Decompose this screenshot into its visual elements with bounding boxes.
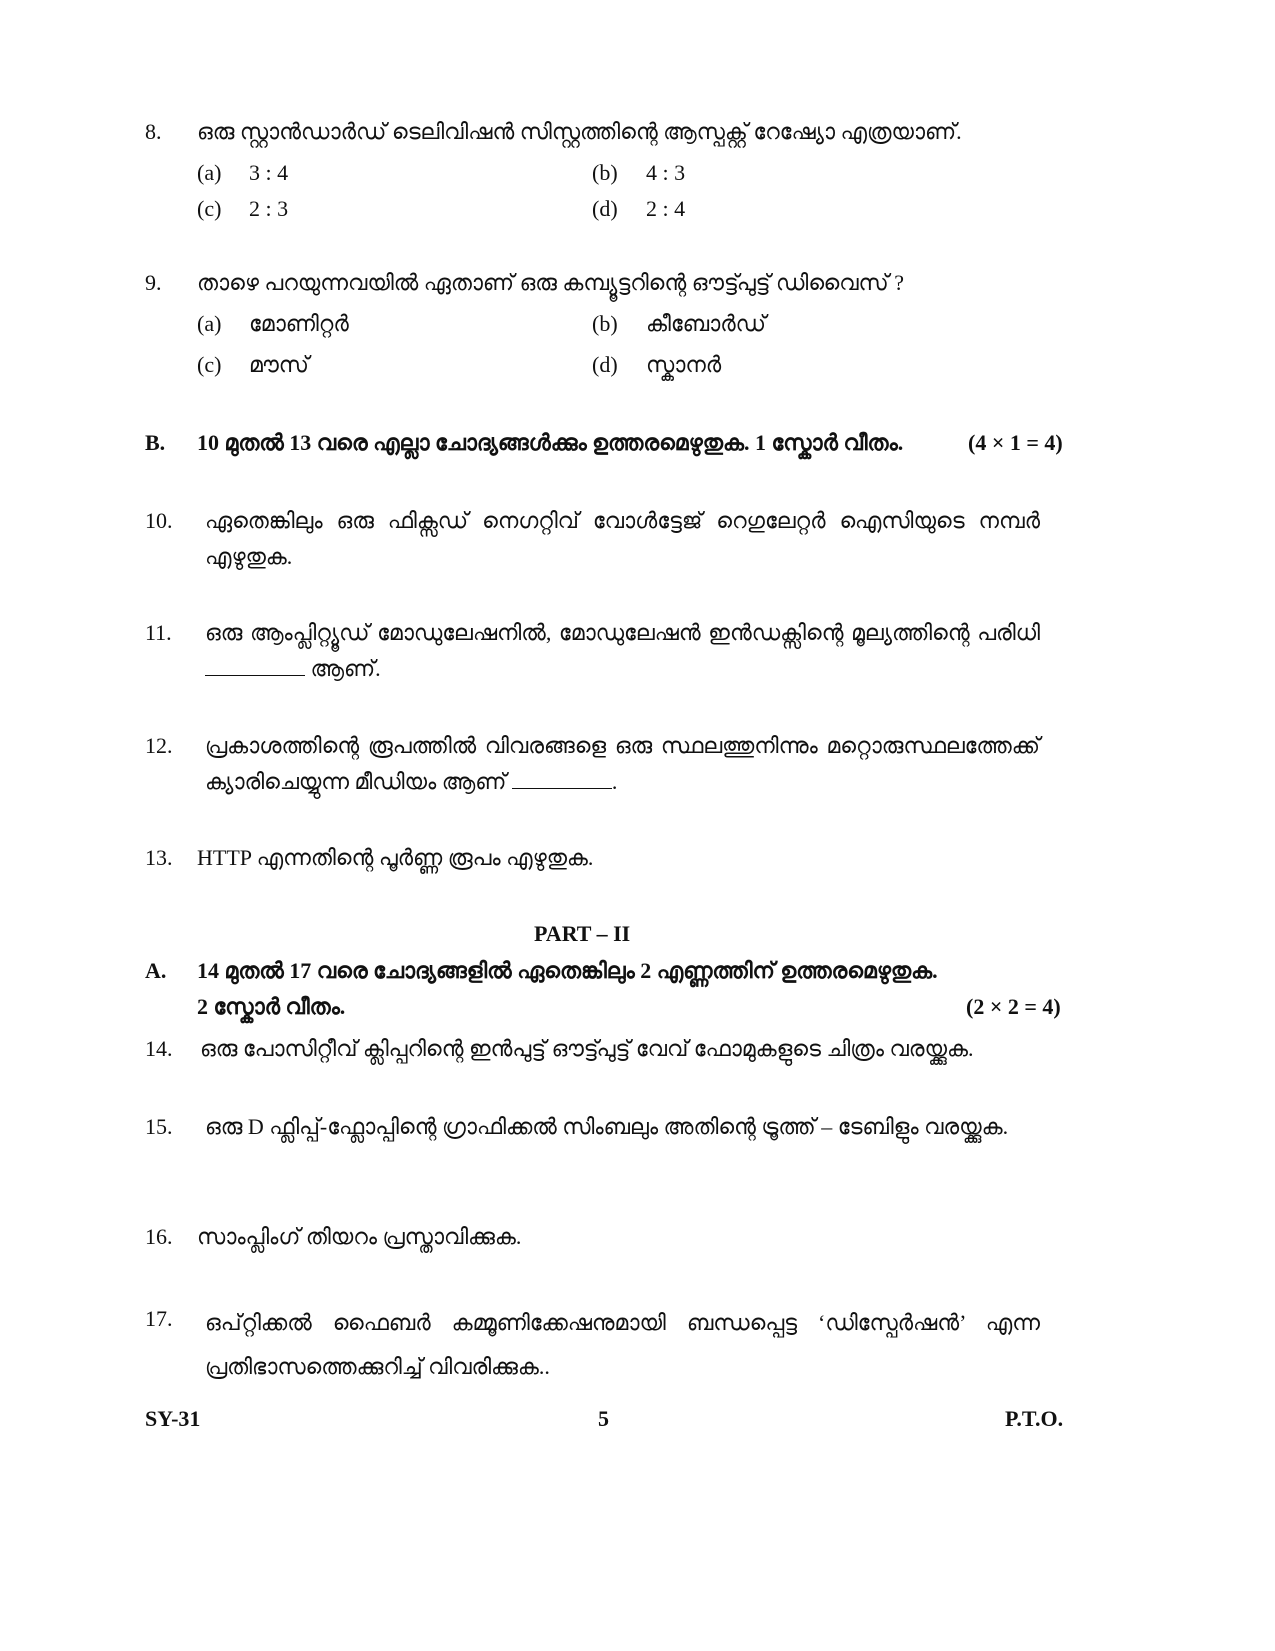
question-number-13: 13. xyxy=(145,845,173,870)
question-text-9: താഴെ പറയുന്നവയിൽ ഏതാണ് ഒരു കമ്പ്യൂട്ടറിന്റെ ഔട്ട്പുട്ട് ഡിവൈസ് ? xyxy=(197,270,904,295)
section-b-instruction: 10 മുതൽ 13 വരെ എല്ലാ ചോദ്യങ്ങൾക്കും ഉത്തരമെഴുതുക. 1 സ്കോർ വീതം. xyxy=(197,430,904,455)
question-number-17: 17. xyxy=(145,1306,173,1331)
question-number-16: 16. xyxy=(145,1224,173,1249)
footer-page-number: 5 xyxy=(598,1406,609,1431)
footer-pto: P.T.O. xyxy=(1005,1406,1064,1431)
question-text-12 xyxy=(205,728,1040,800)
question-text-16: സാംപ്ലിംഗ് തിയറം പ്രസ്താവിക്കുക. xyxy=(197,1224,522,1249)
question-text-12-before: പ്രകാശത്തിന്റെ രൂപത്തിൽ വിവരങ്ങളെ ഒരു സ്ഥലത്തുനിന്നും മറ്റൊരുസ്ഥലത്തേക്ക് ക്യാരിചെയ്യുന്ന മീഡിയം ആണ് xyxy=(205,733,1040,794)
question-text-10: ഏതെങ്കിലും ഒരു ഫിക്സഡ് നെഗറ്റിവ് വോൾട്ടേജ് റെഗുലേറ്റർ ഐസിയുടെ നമ്പർ എഴുതുക. xyxy=(205,508,1040,569)
question-number-14: 14. xyxy=(145,1036,173,1061)
footer-code: SY-31 xyxy=(145,1406,201,1431)
q8-option-b-letter: (b) xyxy=(592,160,618,185)
question-number-8: 8. xyxy=(145,119,162,144)
q8-option-c-letter: (c) xyxy=(197,196,222,221)
question-text-14: ഒരു പോസിറ്റീവ് ക്ലിപ്പറിന്റെ ഇൻപുട്ട് ഔട്ട്പുട്ട് വേവ് ഫോമുകളുടെ ചിത്രം വരയ്ക്കുക. xyxy=(200,1036,974,1061)
q8-option-d-text: 2 : 4 xyxy=(646,196,686,221)
section-a-instruction: 14 മുതൽ 17 വരെ ചോദ്യങ്ങളിൽ ഏതെങ്കിലും 2 എണ്ണത്തിന് ഉത്തരമെഴുതുക. xyxy=(197,958,938,983)
question-text-11-after: ആണ്. xyxy=(310,656,381,681)
question-text-15: ഒരു D ഫ്ലിപ്പ്-ഫ്ലോപ്പിന്റെ ഗ്രാഫിക്കൽ സിംബലും അതിന്റെ ട്രൂത്ത് – ടേബിളും വരയ്ക്കുക. xyxy=(205,1114,1009,1139)
q9-option-a-letter: (a) xyxy=(197,311,222,336)
question-text-11 xyxy=(205,615,1040,687)
question-number-9: 9. xyxy=(145,270,162,295)
q9-option-c-letter: (c) xyxy=(197,352,222,377)
section-a-instruction-2: 2 സ്കോർ വീതം. xyxy=(197,994,346,1019)
q9-option-b-letter: (b) xyxy=(592,311,618,336)
q9-option-d-text: സ്കാനർ xyxy=(646,352,722,377)
q8-option-a-letter: (a) xyxy=(197,160,222,185)
question-number-11: 11. xyxy=(145,620,172,645)
q8-option-d-letter: (d) xyxy=(592,196,618,221)
q8-option-c-text: 2 : 3 xyxy=(249,196,289,221)
answer-blank-12 xyxy=(512,768,612,789)
question-text-12-after: . xyxy=(611,769,618,794)
q8-option-a-text: 3 : 4 xyxy=(249,160,289,185)
question-number-15: 15. xyxy=(145,1114,173,1139)
part-title: PART – II xyxy=(534,921,631,946)
q9-option-d-letter: (d) xyxy=(592,352,618,377)
section-a-label: A. xyxy=(145,958,167,983)
section-b-label: B. xyxy=(145,430,166,455)
question-number-10: 10. xyxy=(145,508,173,533)
q8-option-b-text: 4 : 3 xyxy=(646,160,686,185)
q9-option-c-text: മൗസ് xyxy=(249,352,309,377)
section-a-marks: (2 × 2 = 4) xyxy=(966,994,1061,1019)
question-text-17: ഒപ്റ്റിക്കൽ ഫൈബർ കമ്മൂണിക്കേഷനുമായി ബന്ധപ്പെട്ട ‘ഡിസ്പേർഷൻ’ എന്ന പ്രതിഭാസത്തെക്കുറിച്ച് വിവരിക്കുക.. xyxy=(205,1310,1040,1379)
q9-option-b-text: കീബോർഡ് xyxy=(646,311,767,336)
question-text-8: ഒരു സ്റ്റാൻഡാർഡ് ടെലിവിഷൻ സിസ്റ്റത്തിന്റെ ആസ്പക്റ്റ് റേഷ്യോ എത്രയാണ്. xyxy=(197,119,962,144)
question-text-13: HTTP എന്നതിന്റെ പൂർണ്ണ രൂപം എഴുതുക. xyxy=(197,845,594,870)
question-number-12: 12. xyxy=(145,733,173,758)
q9-option-a-text: മോണിറ്റർ xyxy=(249,311,349,336)
section-b-marks: (4 × 1 = 4) xyxy=(968,430,1063,455)
answer-blank-11 xyxy=(205,655,305,676)
question-text-11-before: ഒരു ആംപ്ലിറ്റ്യൂഡ് മോഡുലേഷനിൽ, മോഡുലേഷൻ ഇൻഡക്സിന്റെ മൂല്യത്തിന്റെ പരിധി xyxy=(205,620,1040,645)
